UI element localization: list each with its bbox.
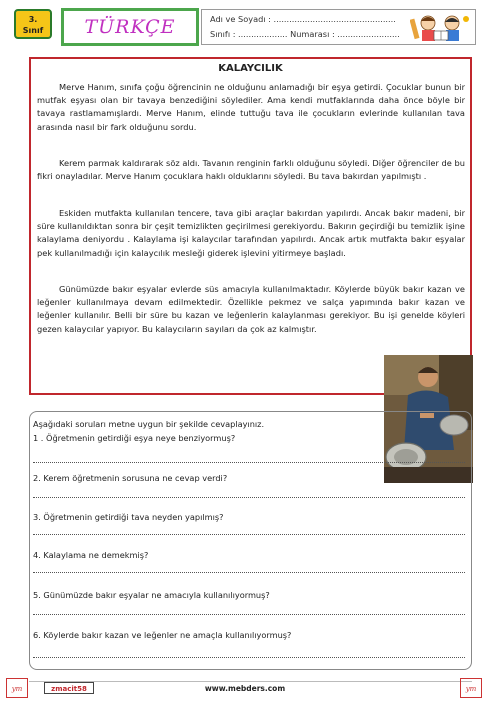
kids-reading-illustration-icon bbox=[410, 13, 472, 43]
grade-number: 3. bbox=[28, 15, 38, 24]
question-3: 3. Öğretmenin getirdiği tava neyden yapılmış? bbox=[33, 512, 224, 522]
question-4: 4. Kalaylama ne demekmiş? bbox=[33, 550, 149, 560]
story-paragraph-1: Merve Hanım, sınıfa çoğu öğrencinin ne olduğunu anlamadığı bir eşya getirdi. Çocuklar bunun bir mutfak eşyası olan bir tavaya benzediğini söylediler. Ama kendi mutfaklarında daha önce böyle bir tavaya rastlamamışlardı. Merve Hanım, elinde tuttuğu tava ile çocukların evlerinde kullanılan tava arasında nasıl bir fark olduğunu sordu. bbox=[37, 82, 465, 132]
author-badge: zmacit58 bbox=[44, 682, 94, 694]
question-1: 1 . Öğretmenin getirdiği eşya neye benziyormuş? bbox=[33, 433, 236, 443]
name-field[interactable]: Adı ve Soyadı : ............................................... bbox=[210, 14, 396, 24]
answer-line-5[interactable] bbox=[33, 614, 465, 615]
question-5: 5. Günümüzde bakır eşyalar ne amacıyla kullanılıyormuş? bbox=[33, 590, 270, 600]
answer-line-4[interactable] bbox=[33, 572, 465, 573]
answer-line-6[interactable] bbox=[33, 657, 465, 658]
corner-logo-left: ym bbox=[6, 678, 28, 698]
subject-title: TÜRKÇE bbox=[84, 16, 176, 38]
answer-line-1[interactable] bbox=[33, 462, 465, 463]
subject-title-box bbox=[61, 8, 199, 46]
reading-passage-box bbox=[29, 57, 472, 395]
question-2: 2. Kerem öğretmenin sorusuna ne cevap verdi? bbox=[33, 473, 228, 483]
grade-label: Sınıf bbox=[22, 26, 44, 35]
class-number-field[interactable]: Sınıfı : ................... Numarası : ........................ bbox=[210, 29, 400, 39]
question-6: 6. Köylerde bakır kazan ve leğenler ne amaçla kullanılıyormuş? bbox=[33, 630, 292, 640]
grade-badge bbox=[14, 9, 52, 39]
story-paragraph-4: Günümüzde bakır eşyalar evlerde süs amacıyla kullanılmaktadır. Köylerde büyük bakır kazan ve leğenler kullanılmaya devam edilmektedir. Özellikle pekmez ve salça yapımında bakır kazan ve leğenler kullanılır. Belli bir süre bu kazan ve leğenlerin kalaylanması gerekiyor. Bu işi genelde köyleri gezen kalaycılar yapıyor. Bu kalaycıların sayıları da çok az kalmıştır. bbox=[37, 284, 465, 334]
story-title: KALAYCILIK bbox=[218, 63, 283, 74]
questions-instruction: Aşağıdaki soruları metne uygun bir şekilde cevaplayınız. bbox=[33, 419, 265, 429]
story-paragraph-3: Eskiden mutfakta kullanılan tencere, tava gibi araçlar bakırdan yapılırdı. Ancak bakır madeni, bir süre kullanıldıktan sonra bir çeşit temizlikten geçirilmesi gerekiyordu. Bakırın geçirdiği bu temizlik işine kalaylama deniyordu . Kalaylama işi kalaycılar tarafından yapılırdı. Ancak artık mutfakta bakır eşyalar pek kullanılmadığı için kalaycılık mesleği giderek işlevini yitirmeye başladı. bbox=[37, 208, 465, 258]
website-link[interactable]: www.mebders.com bbox=[204, 684, 286, 693]
story-paragraph-2: Kerem parmak kaldırarak söz aldı. Tavanın renginin farklı olduğunu söyledi. Diğer öğrenciler de bu fikri onayladılar. Merve Hanım çocuklara haklı olduklarını söyledi. Bu tava bakırdan yapılmıştı . bbox=[37, 158, 465, 182]
corner-logo-right: ym bbox=[460, 678, 482, 698]
answer-line-2[interactable] bbox=[33, 497, 465, 498]
answer-line-3[interactable] bbox=[33, 534, 465, 535]
